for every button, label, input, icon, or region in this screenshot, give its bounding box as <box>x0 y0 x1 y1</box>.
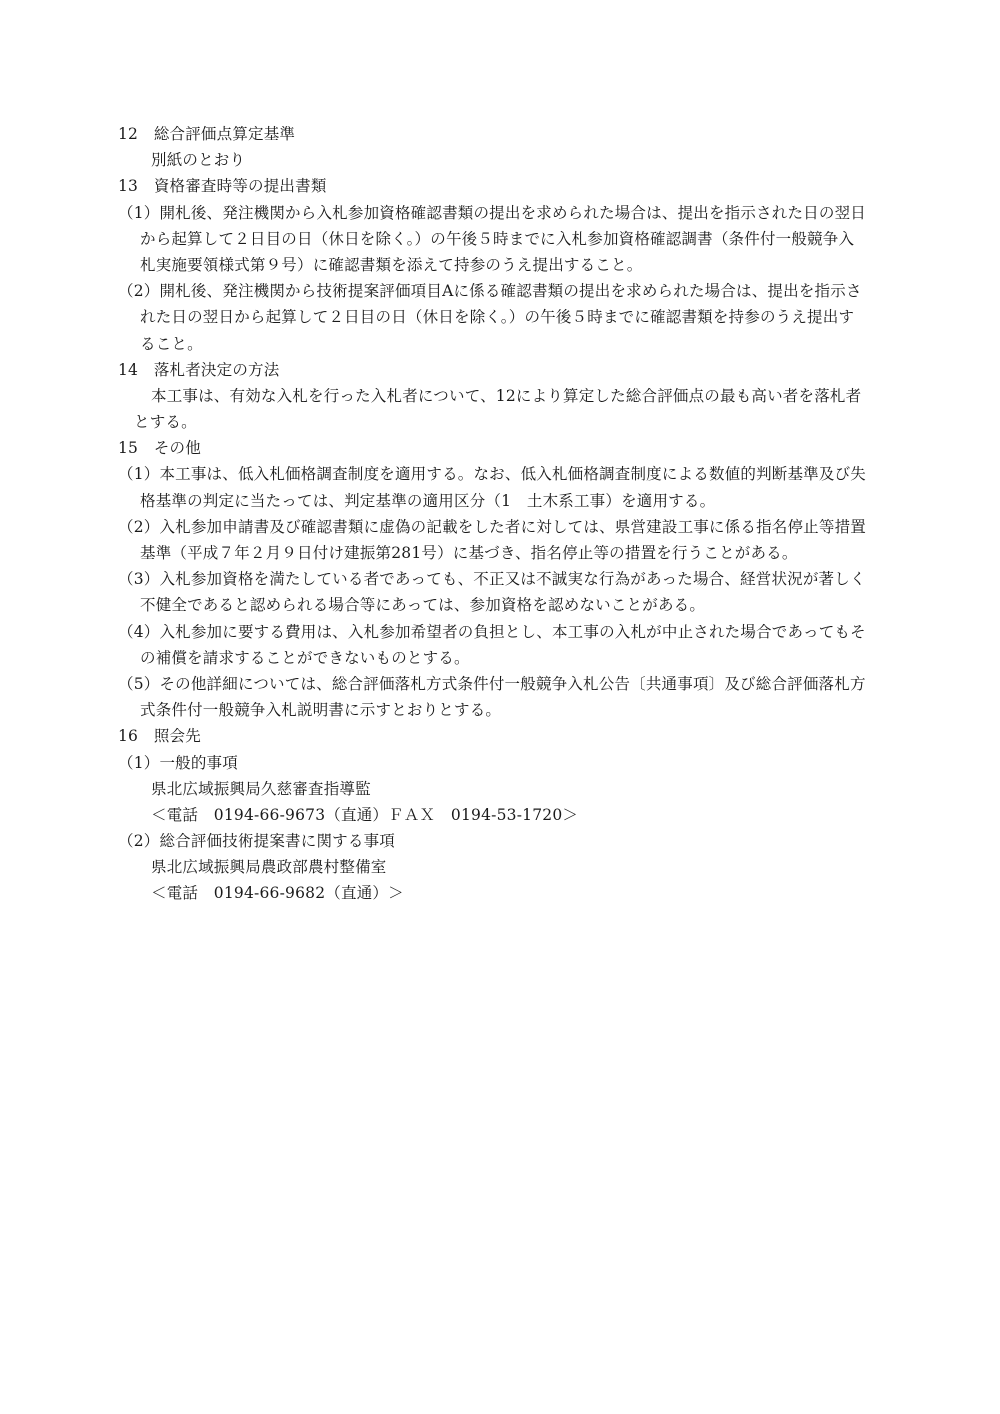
section-13-item-1-line-1: （1）開札後、発注機関から入札参加資格確認書類の提出を求められた場合は、提出を指示された日の翌日 <box>118 203 866 222</box>
section-15-heading: 15 その他 <box>118 439 201 458</box>
section-15-item-1-line-2: 格基準の判定に当たっては、判定基準の適用区分（1 土木系工事）を適用する。 <box>140 491 716 510</box>
section-13-item-2-line-3: ること。 <box>140 334 203 353</box>
section-12-heading: 12 総合評価点算定基準 <box>118 125 296 143</box>
section-15-item-5-line-2: 式条件付一般競争入札説明書に示すとおりとする。 <box>140 701 502 720</box>
section-13-item-1-line-3: 札実施要領様式第９号）に確認書類を添えて持参のうえ提出すること。 <box>140 255 643 274</box>
section-16-item-1-label: （1）一般的事項 <box>118 753 238 772</box>
section-15-item-4-line-1: （4）入札参加に要する費用は、入札参加希望者の負担とし、本工事の入札が中止された場合であってもそ <box>118 622 866 641</box>
section-15-item-5-line-1: （5）その他詳細については、総合評価落札方式条件付一般競争入札公告〔共通事項〕及び総合評価落札方 <box>118 674 866 693</box>
document-body <box>118 121 888 907</box>
section-14-heading: 14 落札者決定の方法 <box>118 360 280 379</box>
section-15-item-3-line-2: 不健全であると認められる場合等にあっては、参加資格を認めないことがある。 <box>140 596 706 615</box>
section-14-body-line-2: とする。 <box>134 413 197 432</box>
section-16-item-2-label: （2）総合評価技術提案書に関する事項 <box>118 832 395 851</box>
section-15-item-1-line-1: （1）本工事は、低入札価格調査制度を適用する。なお、低入札価格調査制度による数値的判断基準及び失 <box>118 465 866 484</box>
section-15-item-2-line-2: 基準（平成７年２月９日付け建振第281号）に基づき、指名停止等の措置を行うことがある。 <box>140 544 798 562</box>
section-16-heading: 16 照会先 <box>118 727 201 746</box>
section-16-item-1-office: 県北広域振興局久慈審査指導監 <box>151 779 371 798</box>
section-16-item-2-office: 県北広域振興局農政部農村整備室 <box>151 858 387 877</box>
section-13-item-2-line-1: （2）開札後、発注機関から技術提案評価項目Aに係る確認書類の提出を求められた場合は、提出を指示さ <box>118 282 862 301</box>
section-15-item-3-line-1: （3）入札参加資格を満たしている者であっても、不正又は不誠実な行為があった場合、経営状況が著しく <box>118 570 866 589</box>
section-15-item-2-line-1: （2）入札参加申請書及び確認書類に虚偽の記載をした者に対しては、県営建設工事に係る指名停止等措置 <box>118 517 866 536</box>
section-16-item-2-contact: ＜電話 0194-66-9682（直通）＞ <box>151 884 404 903</box>
section-13-item-1-line-2: から起算して２日目の日（休日を除く。）の午後５時までに入札参加資格確認調書（条件付一般競争入 <box>140 229 855 248</box>
section-12-body: 別紙のとおり <box>151 151 246 170</box>
section-13-item-2-line-2: れた日の翌日から起算して２日目の日（休日を除く。）の午後５時までに確認書類を持参のうえ提出す <box>140 308 855 327</box>
section-15-item-4-line-2: の補償を請求することができないものとする。 <box>140 648 470 667</box>
section-16-item-1-contact: ＜電話 0194-66-9673（直通）ＦＡＸ 0194-53-1720＞ <box>151 805 579 824</box>
section-14-body-line-1: 本工事は、有効な入札を行った入札者について、12により算定した総合評価点の最も高い者を落札者 <box>151 386 862 405</box>
section-13-heading: 13 資格審査時等の提出書類 <box>118 177 327 196</box>
